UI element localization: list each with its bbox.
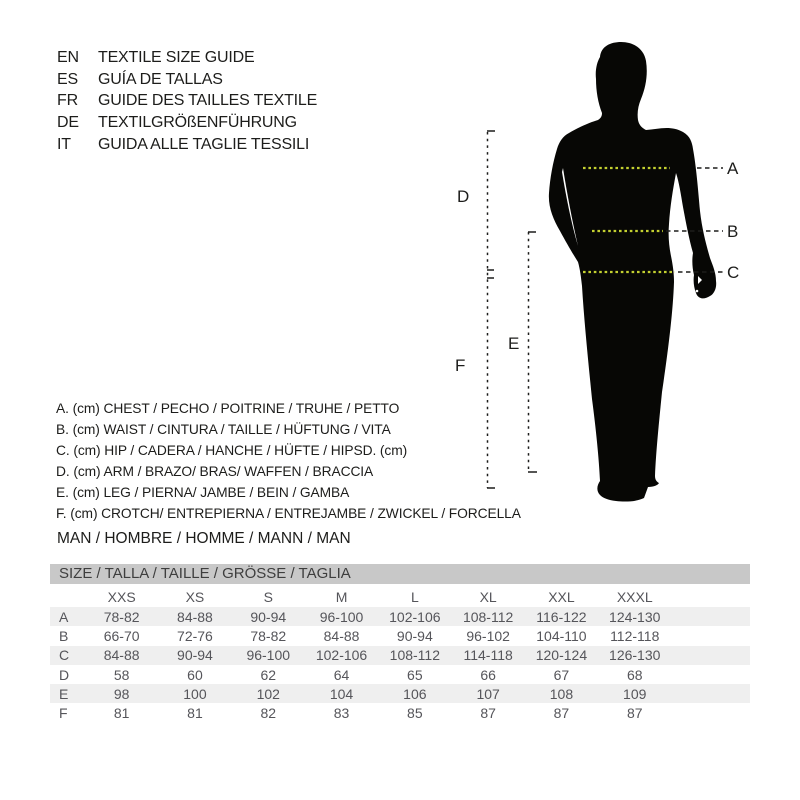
size-value: 108-112	[462, 608, 514, 625]
size-value: 64	[333, 666, 350, 683]
size-value: 120-124	[535, 647, 588, 664]
language-row-es	[57, 69, 317, 91]
size-column-s: S	[263, 588, 273, 605]
size-value: 102	[256, 685, 280, 702]
size-row-label: A	[59, 608, 69, 625]
size-value: 90-94	[177, 647, 213, 664]
language-code: EN	[57, 49, 79, 66]
language-list	[57, 47, 317, 156]
size-row-d	[50, 665, 750, 684]
size-value: 96-100	[319, 608, 364, 625]
size-row-label: E	[59, 685, 69, 702]
size-column-xl: XL	[479, 588, 497, 605]
size-columns-row	[50, 586, 750, 607]
size-value: 66	[480, 666, 496, 683]
language-row-it	[57, 134, 317, 156]
size-column-xxs: XXS	[107, 588, 136, 605]
size-value: 96-100	[246, 647, 291, 664]
size-value: 87	[553, 705, 570, 722]
size-value: 102-106	[389, 608, 441, 625]
size-value: 102-106	[315, 647, 368, 664]
legend-line: C. (cm) HIP / CADERA / HANCHE / HÜFTE / HIPSD. (cm)	[56, 442, 408, 458]
marker-e-label: E	[508, 334, 520, 353]
marker-f-label: F	[455, 356, 466, 375]
size-value: 106	[403, 685, 427, 702]
size-value: 109	[623, 685, 647, 702]
size-table	[50, 564, 750, 723]
size-value: 78-82	[250, 627, 287, 644]
size-table-title: SIZE / TALLA / TAILLE / GRÖSSE / TAGLIA	[50, 564, 750, 584]
size-value: 114-118	[463, 647, 513, 664]
size-row-c	[50, 646, 750, 665]
category-title: MAN / HOMBRE / HOMME / MANN / MAN	[57, 530, 351, 547]
legend-line: D. (cm) ARM / BRAZO/ BRAS/ WAFFEN / BRACCIA	[56, 463, 374, 479]
hand-notch-dot	[696, 290, 699, 293]
size-value: 87	[480, 705, 496, 722]
size-row-b	[50, 626, 750, 645]
size-row-label: D	[59, 666, 70, 683]
size-row-f	[50, 703, 750, 722]
marker-c-label: C	[727, 263, 740, 282]
size-value: 90-94	[250, 608, 287, 625]
size-value: 116-122	[536, 608, 587, 625]
size-column-m: M	[335, 588, 348, 605]
size-value: 81	[113, 705, 130, 722]
size-row-label: C	[59, 647, 70, 664]
size-value: 90-94	[396, 627, 433, 644]
measurement-legend	[56, 399, 521, 524]
size-value: 65	[407, 666, 423, 683]
language-title: GUIDA ALLE TAGLIE TESSILI	[98, 135, 310, 153]
size-value: 81	[187, 705, 203, 722]
size-row-label: B	[59, 627, 69, 644]
size-value: 98	[113, 685, 130, 702]
size-value: 108-112	[389, 647, 440, 664]
language-code: DE	[57, 114, 79, 132]
size-value: 84-88	[177, 608, 213, 625]
language-code: IT	[57, 135, 71, 153]
size-value: 72-76	[177, 627, 213, 644]
language-title: GUIDE DES TAILLES TEXTILE	[98, 92, 318, 110]
size-value: 85	[407, 705, 423, 722]
size-column-xxl: XXL	[548, 588, 575, 605]
size-value: 66-70	[103, 627, 140, 644]
size-value: 84-88	[103, 647, 140, 664]
language-code: FR	[57, 92, 78, 110]
legend-line: E. (cm) LEG / PIERNA/ JAMBE / BEIN / GAMBA	[56, 484, 350, 500]
size-value: 78-82	[103, 608, 140, 625]
size-column-xs: XS	[185, 588, 205, 605]
size-row-e	[50, 684, 750, 703]
size-row-label: F	[59, 705, 68, 722]
size-value: 124-130	[609, 608, 661, 625]
size-value: 107	[476, 685, 500, 702]
size-value: 112-118	[610, 627, 660, 644]
size-value: 68	[626, 666, 643, 683]
size-value: 96-102	[466, 627, 510, 644]
language-title: TEXTILGRÖßENFÜHRUNG	[98, 114, 297, 132]
size-value: 82	[260, 705, 277, 722]
size-column-l: L	[410, 588, 419, 605]
language-row-fr	[57, 90, 317, 112]
size-value: 83	[333, 705, 350, 722]
size-column-xxxl: XXXL	[616, 588, 653, 605]
size-table-body	[50, 607, 750, 723]
size-value: 108	[549, 685, 574, 702]
marker-a-label: A	[727, 159, 739, 178]
size-value: 62	[260, 666, 277, 683]
size-value: 58	[113, 666, 130, 683]
language-title: GUÍA DE TALLAS	[98, 70, 223, 88]
language-code: ES	[57, 70, 78, 88]
size-value: 104	[329, 685, 354, 702]
size-value: 67	[553, 666, 570, 683]
language-row-en	[57, 47, 317, 69]
size-row-a	[50, 607, 750, 626]
language-title: TEXTILE SIZE GUIDE	[98, 49, 255, 66]
marker-d-label: D	[457, 187, 470, 206]
legend-line: A. (cm) CHEST / PECHO / POITRINE / TRUHE / PETTO	[56, 401, 400, 416]
size-value: 100	[183, 685, 207, 702]
marker-b-label: B	[727, 222, 739, 241]
legend-line: B. (cm) WAIST / CINTURA / TAILLE / HÜFTUNG / VITA	[56, 421, 391, 437]
legend-line: F. (cm) CROTCH/ ENTREPIERNA / ENTREJAMBE / ZWICKEL / FORCELLA	[56, 505, 521, 521]
size-value: 87	[626, 705, 643, 722]
leg-ticks	[528, 232, 537, 472]
size-value: 104-110	[536, 627, 587, 644]
language-row-de	[57, 112, 317, 134]
size-value: 60	[187, 666, 203, 683]
size-value: 126-130	[609, 647, 661, 664]
size-value: 84-88	[323, 627, 360, 644]
